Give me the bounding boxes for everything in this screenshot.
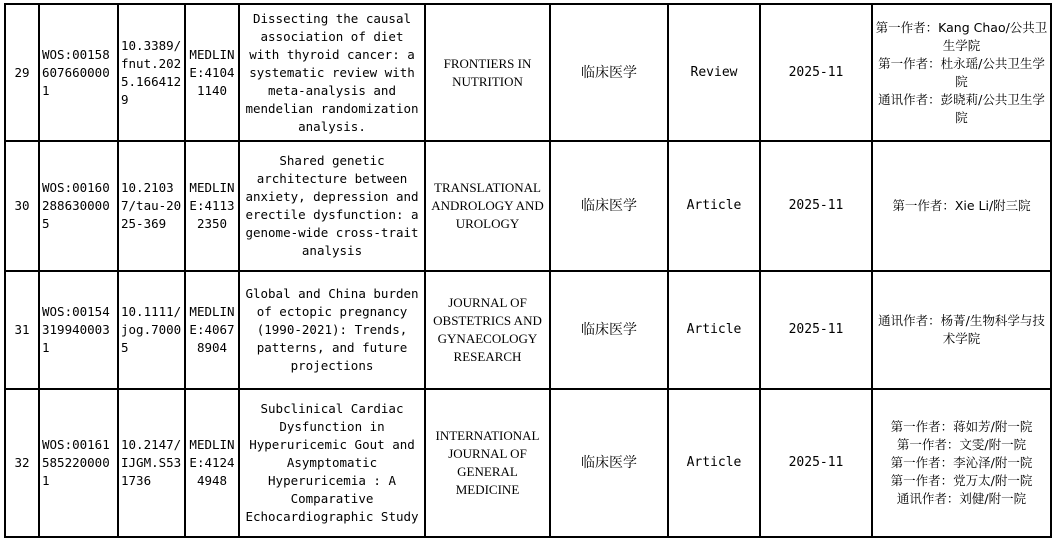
subject-category: 临床医学 (550, 4, 668, 141)
author-list (872, 271, 1051, 389)
row-index: 31 (5, 271, 39, 389)
journal-name: JOURNAL OF OBSTETRICS AND GYNAECOLOGY RESEARCH (425, 271, 550, 389)
author-entry: 通讯作者：刘健/附一院 (896, 491, 1027, 506)
wos-id: WOS:001602886300005 (39, 141, 118, 271)
medline-id: MEDLINE:40678904 (185, 271, 239, 389)
paper-title: Subclinical Cardiac Dysfunction in Hyperuricemic Gout and Asymptomatic Hyperuricemia : A Comparative Echocardiographic Study (239, 389, 425, 537)
subject-category: 临床医学 (550, 141, 668, 271)
author-entry: 通讯作者：彭晓莉/公共卫生学院 (878, 91, 1045, 125)
author-entry: 第一作者：李沁泽/附一院 (890, 455, 1033, 470)
wos-id: WOS:001615852200001 (39, 389, 118, 537)
row-index: 30 (5, 141, 39, 271)
document-type: Article (668, 271, 760, 389)
document-type: Article (668, 141, 760, 271)
row-index: 32 (5, 389, 39, 537)
author-entry: 第一作者：文雯/附一院 (896, 437, 1027, 452)
journal-name: FRONTIERS IN NUTRITION (425, 4, 550, 141)
table-row (5, 389, 1051, 537)
medline-id: MEDLINE:41041140 (185, 4, 239, 141)
wos-id: WOS:001543199400031 (39, 271, 118, 389)
author-list (872, 4, 1051, 141)
paper-title: Global and China burden of ectopic pregnancy (1990-2021): Trends, patterns, and future projections (239, 271, 425, 389)
subject-category: 临床医学 (550, 389, 668, 537)
author-list (872, 389, 1051, 537)
table-row (5, 4, 1051, 141)
paper-title: Shared genetic architecture between anxiety, depression and erectile dysfunction: a genome-wide cross-trait analysis (239, 141, 425, 271)
row-index: 29 (5, 4, 39, 141)
medline-id: MEDLINE:41244948 (185, 389, 239, 537)
author-entry: 第一作者：Kang Chao/公共卫生学院 (875, 19, 1048, 53)
doi: 10.2147/IJGM.S531736 (118, 389, 185, 537)
author-entry: 第一作者：Xie Li/附三院 (892, 198, 1031, 213)
author-entry: 第一作者：杜永瑶/公共卫生学院 (878, 55, 1045, 89)
paper-title: Dissecting the causal association of diet with thyroid cancer: a systematic review with meta-analysis and mendelian randomization analysis. (239, 4, 425, 141)
table-body (5, 4, 1051, 537)
publication-table (4, 3, 1052, 538)
publish-date: 2025-11 (760, 389, 872, 537)
subject-category: 临床医学 (550, 271, 668, 389)
publish-date: 2025-11 (760, 4, 872, 141)
doi: 10.1111/jog.70005 (118, 271, 185, 389)
journal-name: TRANSLATIONAL ANDROLOGY AND UROLOGY (425, 141, 550, 271)
doi: 10.21037/tau-2025-369 (118, 141, 185, 271)
doi: 10.3389/fnut.2025.1664129 (118, 4, 185, 141)
publish-date: 2025-11 (760, 271, 872, 389)
document-type: Article (668, 389, 760, 537)
wos-id: WOS:001586076600001 (39, 4, 118, 141)
publish-date: 2025-11 (760, 141, 872, 271)
author-entry: 通讯作者：杨菁/生物科学与技术学院 (878, 313, 1045, 346)
medline-id: MEDLINE:41132350 (185, 141, 239, 271)
author-list (872, 141, 1051, 271)
author-entry: 第一作者：党万太/附一院 (890, 473, 1033, 488)
author-entry: 第一作者：蒋如芳/附一院 (890, 419, 1033, 434)
table-row (5, 271, 1051, 389)
table-row (5, 141, 1051, 271)
journal-name: INTERNATIONAL JOURNAL OF GENERAL MEDICINE (425, 389, 550, 537)
document-type: Review (668, 4, 760, 141)
